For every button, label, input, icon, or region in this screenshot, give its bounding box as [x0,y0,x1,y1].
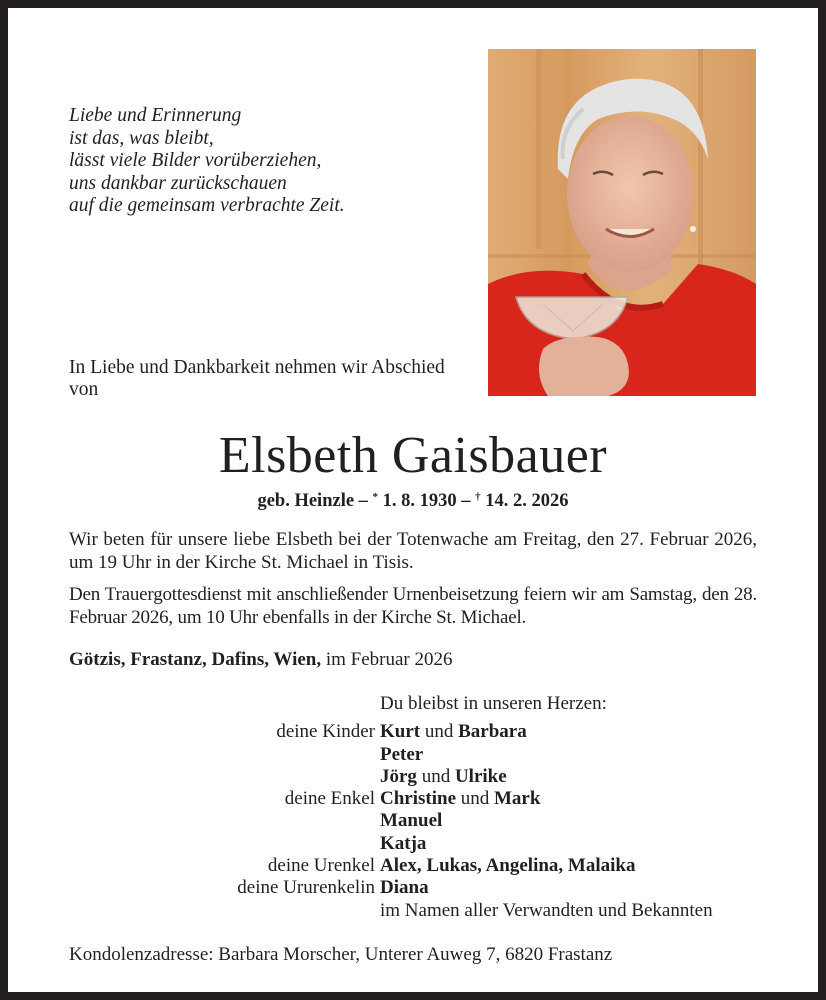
family-member: Ulrike [454,765,507,787]
family-member: Manuel [380,810,443,832]
poem-line: Liebe und Erinnerung [69,105,242,126]
obituary-page [8,8,818,992]
wake-announcement: Wir beten für unsere liebe Elsbeth bei der Totenwache am Freitag, den 27. Februar 2026, um 19 Uhr in der Kirche St. Michael in Tisis. [69,529,757,573]
family-row [8,766,818,788]
places-and-date [69,649,453,671]
family-member: Alex, Lukas, Angelina, Malaika [380,855,636,877]
poem-line: auf die gemeinsam verbrachte Zeit. [69,195,345,217]
places-list: Götzis, Frastanz, Dafins, Wien, [69,649,322,670]
family-member: Peter [380,743,424,765]
farewell-intro: In Liebe und Dankbarkeit nehmen wir Abschied von [69,357,445,400]
death-date: 14. 2. 2026 [480,491,569,511]
family-row [8,855,818,877]
relation-label: deine Kinder [276,721,375,743]
conjunction: und [416,765,455,787]
family-row [8,721,818,743]
portrait-image-icon [488,49,756,396]
family-member: Jörg [380,765,417,787]
poem-line: lässt viele Bilder vorüberziehen, [69,150,322,172]
family-header: Du bleibst in unseren Herzen: [380,693,607,714]
family-member: Kurt [380,721,421,743]
family-row [8,788,818,810]
family-header-row [8,693,818,715]
portrait-photo [488,49,756,396]
relation-label: deine Enkel [284,788,375,810]
maiden-name: geb. Heinzle [257,491,355,511]
family-member: Mark [494,788,541,810]
family-member: Barbara [458,721,527,743]
family-row [8,744,818,766]
poem-line: uns dankbar zurückschauen [69,172,287,194]
family-list [8,693,818,922]
relation-label: deine Ururenkelin [237,877,375,899]
relation-label [8,744,380,766]
memorial-poem [69,105,345,218]
family-member: Diana [380,877,429,899]
family-footer: im Namen aller Verwandten und Bekannten [380,899,713,921]
family-row [8,810,818,832]
poem-line: ist das, was bleibt, [69,127,214,149]
family-row [8,833,818,855]
separator: – [354,491,373,511]
conjunction: und [456,788,494,810]
conjunction: und [420,721,459,743]
relation-label [8,766,380,788]
relation-label: deine Urenkel [267,855,375,877]
date-line: im Februar 2026 [321,649,453,670]
funeral-announcement: Den Trauergottesdienst mit anschließender Urnenbeisetzung feiern wir am Samstag, den 28. Februar 2026, um 10 Uhr ebenfalls in der Kirche St. Michael. [69,584,757,628]
family-row [8,877,818,899]
deceased-dates [8,486,818,512]
relation-label [8,810,380,832]
birth-star-icon: * [372,491,379,503]
separator: – [456,491,476,511]
deceased-name: Elsbeth Gaisbauer [218,427,608,484]
death-cross-icon: † [475,491,481,503]
family-member: Katja [380,832,427,854]
birth-date: 1. 8. 1930 [378,491,457,511]
relation-label [8,833,380,855]
condolence-address: Kondolenzadresse: Barbara Morscher, Unterer Auweg 7, 6820 Frastanz [69,944,613,965]
family-footer-row [8,900,818,922]
family-member: Christine [380,788,456,810]
